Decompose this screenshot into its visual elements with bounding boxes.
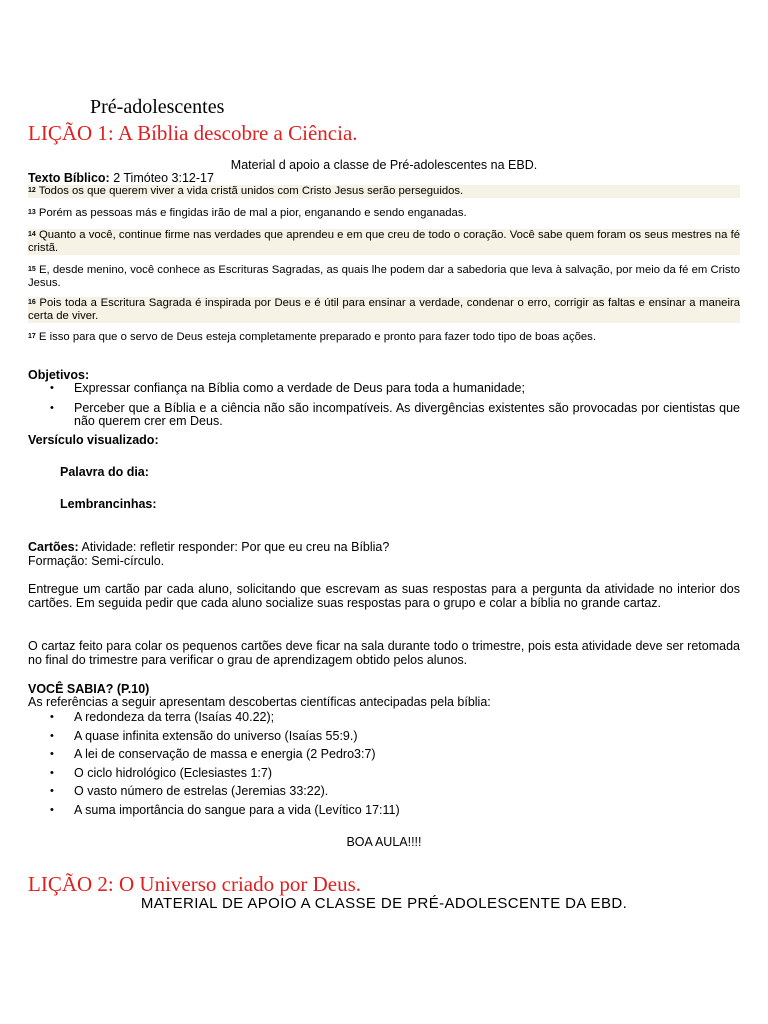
voce-sabia-list xyxy=(28,711,740,817)
verse-13 xyxy=(28,207,740,220)
voce-sabia-label: VOCÊ SABIA? (P.10) xyxy=(28,682,150,696)
list-item: • Perceber que a Bíblia e a ciência não são incompatíveis. As divergências existentes são provocadas por cientistas que não querem crer em Deus. xyxy=(28,402,740,429)
texto-biblico xyxy=(28,171,214,185)
palavra-label: Palavra do dia: xyxy=(60,465,149,479)
verse-text: Porém as pessoas más e fingidas irão de mal a pior, enganando e sendo enganadas. xyxy=(35,207,467,219)
verse-text: Todos os que querem viver a vida cristã unidos com Cristo Jesus serão perseguidos. xyxy=(35,185,464,197)
list-item: • Expressar confiança na Bíblia como a verdade de Deus para toda a humanidade; xyxy=(28,382,740,396)
verse-text: E isso para que o servo de Deus esteja completamente preparado e pronto para fazer todo tipo de boas ações. xyxy=(35,331,596,343)
paragraph-2: O cartaz feito para colar os pequenos cartões deve ficar na sala durante todo o trimestre, pois esta atividade deve ser retomada no final do trimestre para verificar o grau de aprendizagem obtido pelos alunos. xyxy=(28,639,740,667)
verse-16 xyxy=(28,297,740,323)
cartoes-text: Atividade: refletir responder: Por que eu creu na Bíblia? xyxy=(78,540,390,554)
verse-number: 16 xyxy=(28,299,36,306)
objetivos-label: Objetivos: xyxy=(28,368,90,382)
verse-14 xyxy=(28,229,740,255)
texto-biblico-label: Texto Bíblico: xyxy=(28,171,110,185)
cartoes-line xyxy=(28,540,740,554)
lesson-2-material-note: MATERIAL DE APOIO A CLASSE DE PRÉ-ADOLESCENTE DA EBD. xyxy=(140,895,628,912)
formacao: Formação: Semi-círculo. xyxy=(28,554,165,568)
verse-text: Pois toda a Escritura Sagrada é inspirada por Deus e é útil para ensinar a verdade, condenar o erro, corrigir as faltas e ensinar a maneira certa de viver. xyxy=(28,297,740,322)
verse-number: 15 xyxy=(28,266,36,273)
voce-sabia-intro: As referências a seguir apresentam descobertas científicas antecipadas pela bíblia: xyxy=(28,695,491,709)
verse-text: E, desde menino, você conhece as Escrituras Sagradas, as quais lhe podem dar a sabedoria que leva à salvação, por meio da fé em Cristo Jesus. xyxy=(28,264,740,289)
lesson-1-title: LIÇÃO 1: A Bíblia descobre a Ciência. xyxy=(28,121,358,145)
material-note: Material d apoio a classe de Pré-adolescentes na EBD. xyxy=(230,158,538,172)
list-item: • O ciclo hidrológico (Eclesiastes 1:7) xyxy=(28,767,740,781)
list-item: • A quase infinita extensão do universo (Isaías 55:9.) xyxy=(28,730,740,744)
verse-17 xyxy=(28,331,740,344)
cartoes-label: Cartões: xyxy=(28,540,79,554)
list-item: • A redondeza da terra (Isaías 40.22); xyxy=(28,711,740,725)
lembrancinhas-label: Lembrancinhas: xyxy=(60,497,157,511)
verse-number: 17 xyxy=(28,333,36,340)
lesson-2-title: LIÇÃO 2: O Universo criado por Deus. xyxy=(28,872,362,896)
list-item: • A lei de conservação de massa e energia (2 Pedro3:7) xyxy=(28,748,740,762)
page-header-title: Pré-adolescentes xyxy=(90,96,225,118)
verse-12 xyxy=(28,185,740,198)
paragraph-1: Entregue um cartão par cada aluno, solicitando que escrevam as suas respostas para a pergunta da atividade no interior dos cartões. Em seguida pedir que cada aluno socialize suas respostas para o grupo e colar a bíblia no grande cartaz. xyxy=(28,582,740,610)
verse-15 xyxy=(28,264,740,290)
objetivos-list xyxy=(28,382,740,429)
versiculo-label: Versículo visualizado: xyxy=(28,433,159,447)
verse-number: 14 xyxy=(28,231,36,238)
verse-number: 12 xyxy=(28,187,36,194)
list-item: • O vasto número de estrelas (Jeremias 33:22). xyxy=(28,785,740,799)
verse-text: Quanto a você, continue firme nas verdades que aprendeu e em que creu de todo o coração. Você sabe quem foram os seus mestres na fé cristã. xyxy=(28,229,740,254)
verse-number: 13 xyxy=(28,209,36,216)
list-item: • A suma importância do sangue para a vida (Levítico 17:11) xyxy=(28,804,740,818)
boa-aula: BOA AULA!!!! xyxy=(346,835,422,849)
texto-biblico-ref: 2 Timóteo 3:12-17 xyxy=(109,171,214,185)
